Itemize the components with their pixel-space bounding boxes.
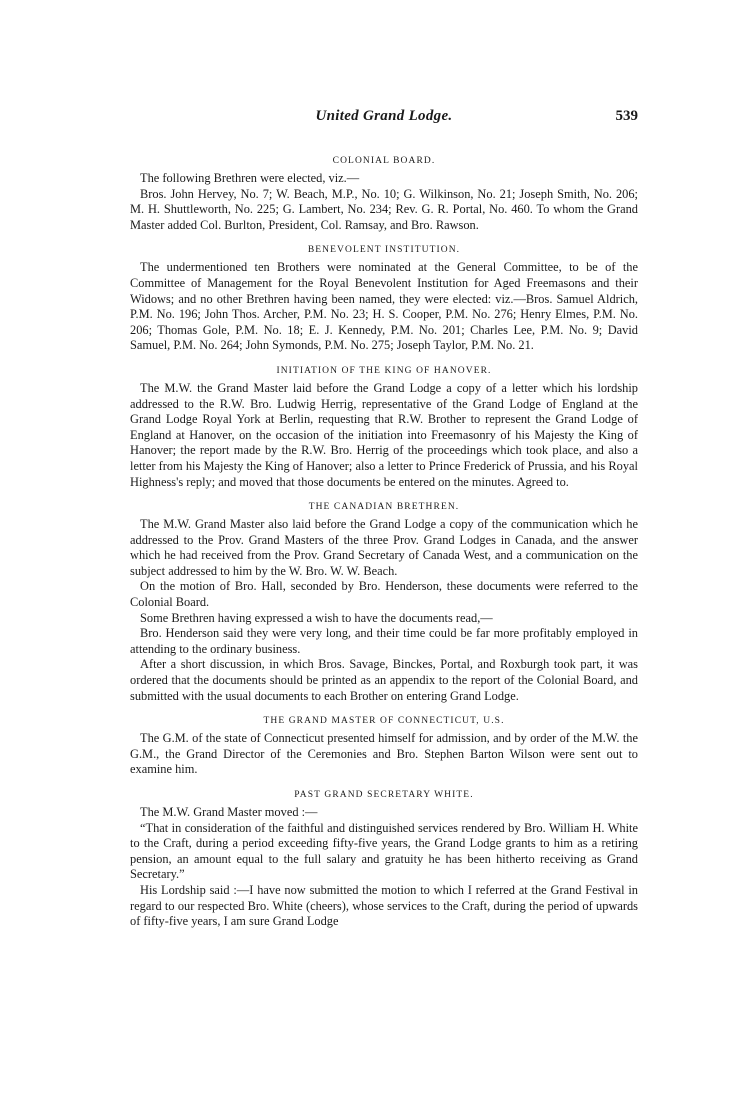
paragraph: The M.W. the Grand Master laid before the Grand Lodge a copy of a letter which his lordship addressed to the R.W. Bro. Ludwig Herrig, representative of the Grand Lodge of England at the Grand Lodge Royal York at Berlin, requesting that R.W. Brother to represent the Grand Lodge of England at Hanover, on the occasion of the initiation into Freemasonry of his Majesty the King of Hanover; the report made by the R.W. Bro. Herrig of the proceedings which took place, and also a letter from his Majesty the King of Hanover; also a letter to Prince Frederick of Prussia, and his Royal Highness's reply; and moved that those documents be entered on the minutes. Agreed to. [130,380,638,489]
section-heading-past-grand-secretary-white: PAST GRAND SECRETARY WHITE. [294,790,474,800]
paragraph: Bros. John Hervey, No. 7; W. Beach, M.P., No. 10; G. Wilkinson, No. 21; Joseph Smith, No. 206; M. H. Shuttleworth, No. 225; G. Lambert, No. 234; Rev. G. R. Portal, No. 460. To whom the Grand Master added Col. Burlton, President, Col. Ramsay, and Bro. Rawson. [130,186,638,232]
paragraph: “That in consideration of the faithful and distinguished services rendered by Bro. William H. White to the Craft, during a period exceeding fifty-five years, the Grand Lodge grants to him as a retiring pension, an amount equal to the full salary and gratuity he has been hitherto receiving as Grand Secretary.” [130,820,638,882]
section-heading-benevolent-institution: BENEVOLENT INSTITUTION. [307,245,461,256]
paragraph: After a short discussion, in which Bros. Savage, Binckes, Portal, and Roxburgh took part, it was ordered that the documents should be printed as an appendix to the report of the Colonial Board, and submitted with the usual documents to each Brother on entering Grand Lodge. [130,657,638,703]
paragraph: The M.W. Grand Master also laid before the Grand Lodge a copy of the communication which he addressed to the Prov. Grand Masters of the three Prov. Grand Lodges in Canada, and the answer which he had received from the Prov. Grand Secretary of Canada West, and a communication on the subject addressed to him by the W. Bro. W. W. Beach. [130,517,638,578]
paragraph: The following Brethren were elected, viz.— [140,171,360,185]
paragraph: On the motion of Bro. Hall, seconded by Bro. Henderson, these documents were referred to the Colonial Board. [130,579,638,610]
section-heading-initiation-king-of-hanover: INITIATION OF THE KING OF HANOVER. [276,365,492,376]
running-title: United Grand Lodge. [315,108,453,124]
section-heading-canadian-brethren: THE CANADIAN BRETHREN. [308,502,460,513]
running-header [130,108,638,134]
page-body [130,108,638,930]
page-number: 539 [615,108,638,124]
paragraph: The undermentioned ten Brothers were nominated at the General Committee, to be of the Committee of Management for the Royal Benevolent Institution for Aged Freemasons and their Widows; and no other Brethren having been named, they were elected: viz.—Bros. Samuel Aldrich, P.M. No. 196; John Thos. Archer, P.M. No. 23; H. S. Cooper, P.M. No. 276; Henry Elmes, P.M. No. 206; Thomas Gole, P.M. No. 18; E. J. Kennedy, P.M. No. 201; Charles Lee, P.M. No. 9; David Samuel, P.M. No. 264; John Symonds, P.M. No. 275; Joseph Taylor, P.M. No. 21. [130,260,638,353]
paragraph: Some Brethren having expressed a wish to have the documents read,— [140,610,493,625]
paragraph: His Lordship said :—I have now submitted the motion to which I referred at the Grand Festival in regard to our respected Bro. White (cheers), whose services to the Craft, during the period of upwards of fifty-five years, I am sure Grand Lodge [130,882,638,929]
paragraph: Bro. Henderson said they were very long, and their time could be far more profitably employed in attending to the ordinary business. [130,626,638,656]
paragraph: The M.W. Grand Master moved :— [140,805,318,819]
section-heading-colonial-board: COLONIAL BOARD. [332,156,436,166]
paragraph: The G.M. of the state of Connecticut presented himself for admission, and by order of the M.W. the G.M., the Grand Director of the Ceremonies and Bro. Stephen Barton Wilson were sent out to examine him. [130,731,638,777]
section-heading-grand-master-of-connecticut: THE GRAND MASTER OF CONNECTICUT, U.S. [263,716,505,727]
